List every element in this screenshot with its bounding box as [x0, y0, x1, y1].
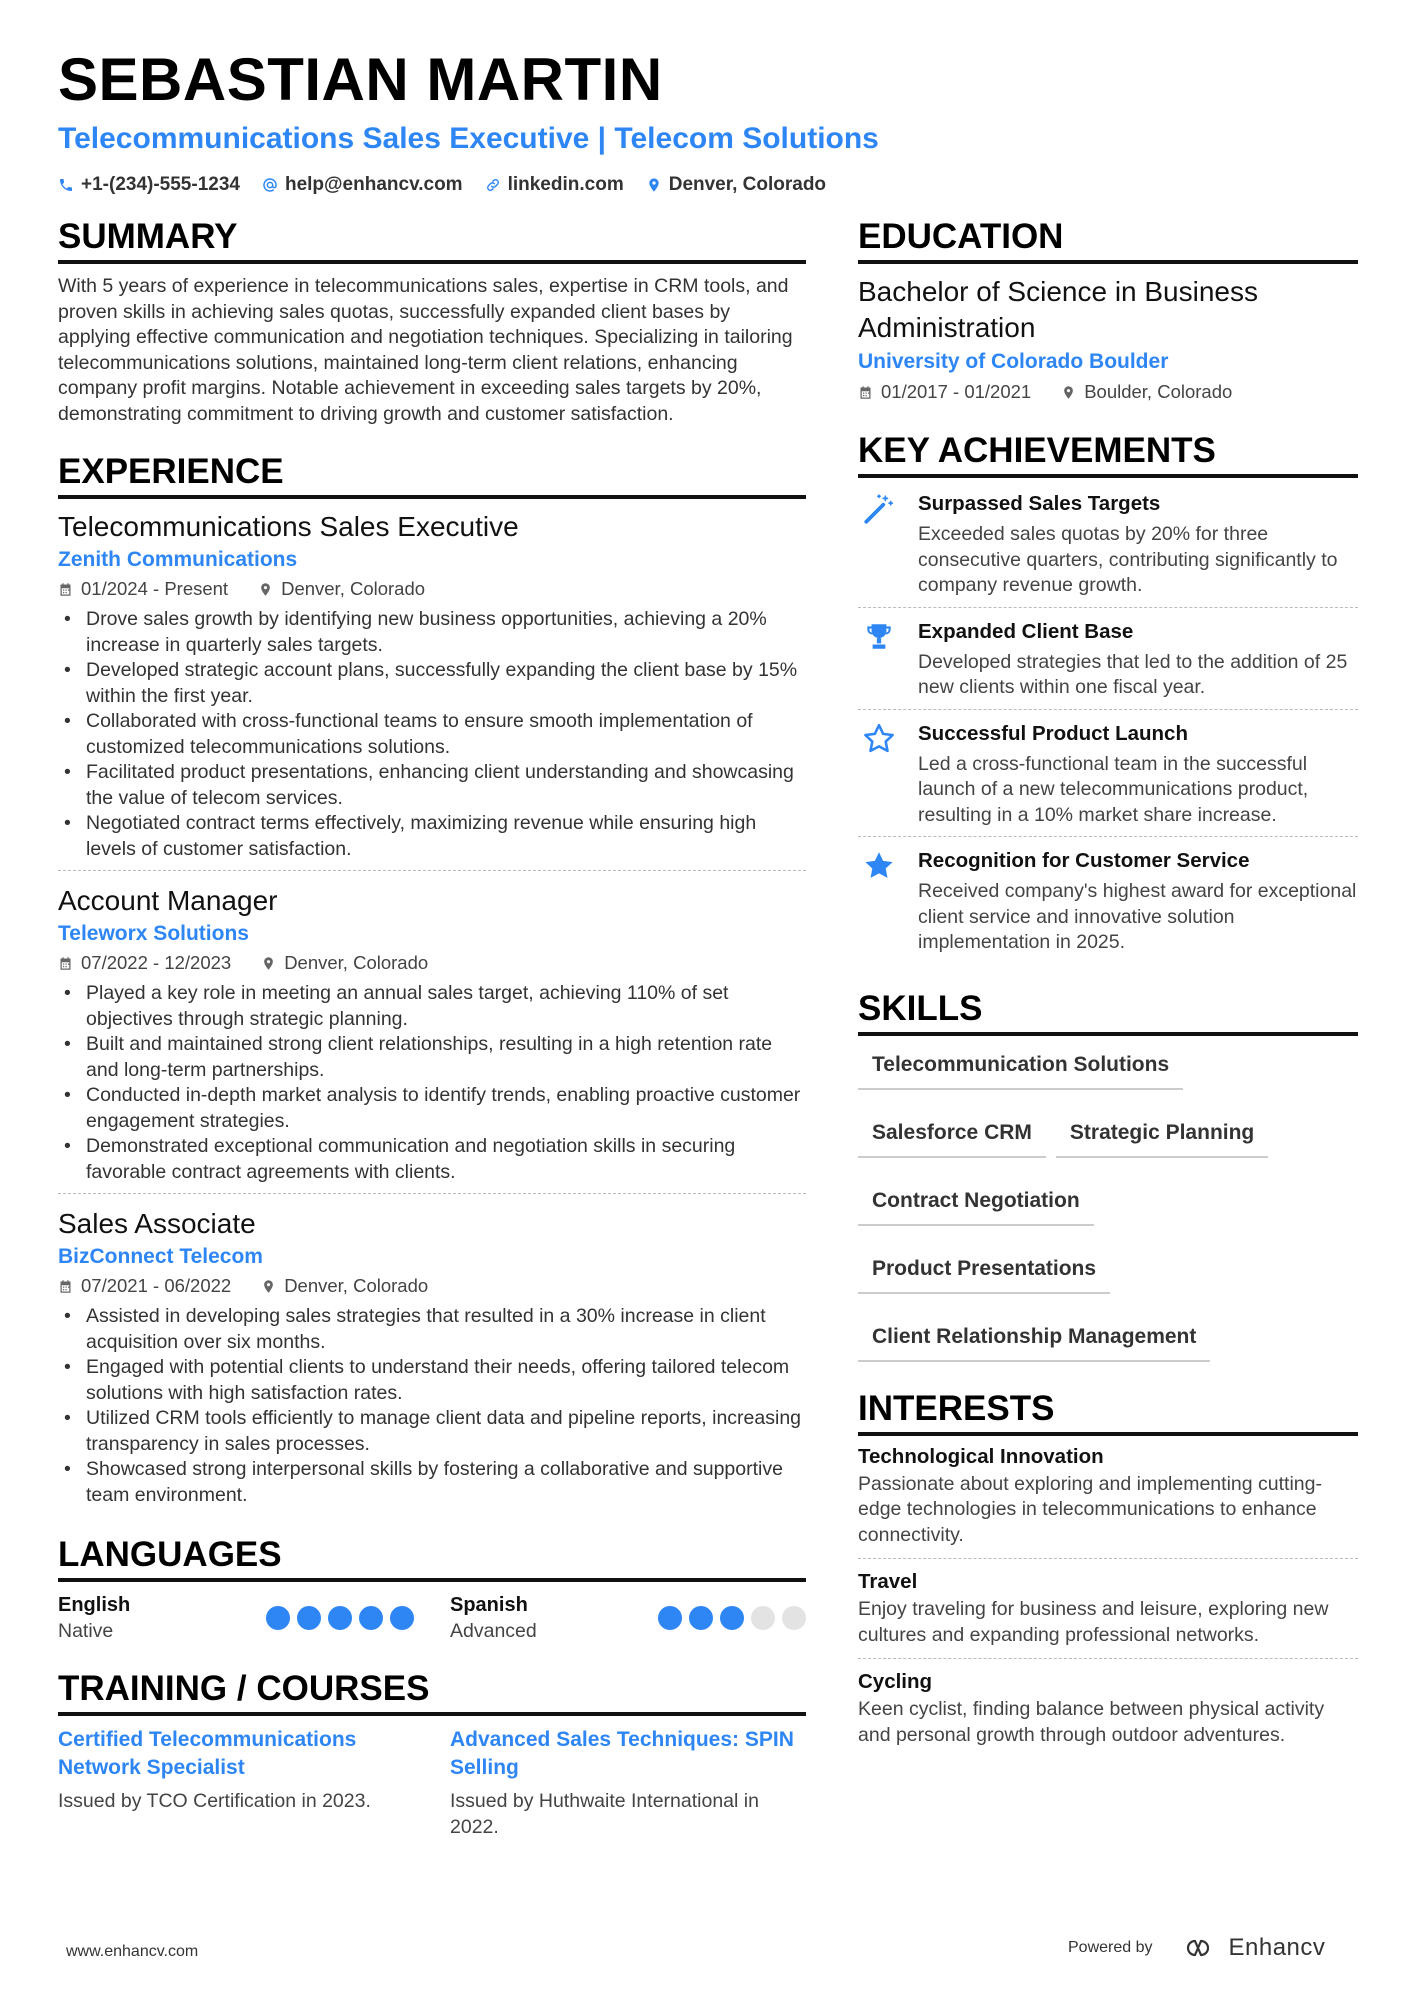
- achievement-description: Developed strategies that led to the addition of 25 new clients within one fiscal year.: [918, 650, 1348, 698]
- rating-dot: [266, 1606, 290, 1630]
- job-bullet: • Drove sales growth by identifying new business opportunities, achieving a 20% increase in quarterly sales targets.: [58, 607, 806, 658]
- job-location: Denver, Colorado: [284, 952, 429, 973]
- language-rating: [658, 1606, 806, 1630]
- job-bullet: • Engaged with potential clients to understand their needs, offering tailored telecom solutions with high satisfaction rates.: [58, 1355, 806, 1406]
- job-bullets: [58, 607, 806, 862]
- map-pin-icon: [646, 177, 662, 193]
- achievement-title: Surpassed Sales Targets: [918, 492, 1161, 515]
- skills-list: [858, 1040, 1358, 1380]
- rating-dot: [390, 1606, 414, 1630]
- rating-dot: [658, 1606, 682, 1630]
- candidate-name: SEBASTIAN MARTIN: [58, 46, 663, 113]
- link-icon: [485, 177, 501, 193]
- left-column: [58, 216, 806, 1864]
- interest-title: Cycling: [858, 1670, 933, 1693]
- skill-tag: Telecommunication Solutions: [858, 1040, 1183, 1090]
- job-bullet: • Facilitated product presentations, enhancing client understanding and showcasing the value of telecom services.: [58, 760, 806, 811]
- interest-item: [858, 1438, 1358, 1560]
- course-item: [58, 1726, 414, 1840]
- email-text: help@enhancv.com: [284, 174, 463, 195]
- enhancv-logo-icon: [1175, 1935, 1221, 1961]
- achievement-description: Led a cross-functional team in the successful launch of a new telecommunications product, resulting in a 10% market share increase.: [918, 752, 1309, 826]
- interests-section: [858, 1388, 1358, 1759]
- course-title: Advanced Sales Techniques: SPIN Selling: [450, 1728, 794, 1779]
- summary-text: With 5 years of experience in telecommunications sales, expertise in CRM tools, and proven skills in achieving sales quotas, successfully expanded client bases by applying effective communication and negotiation techniques. Specializing in tailoring telecommunications solutions, maintained long-term client relations, enhancing company profit margins. Notable achievement in exceeding sales targets by 20%, demonstrating commitment to driving growth and customer satisfaction.: [58, 275, 793, 425]
- achievement-description: Exceeded sales quotas by 20% for three consecutive quarters, contributing significantly to company revenue growth.: [918, 523, 1338, 596]
- interest-title: Travel: [858, 1570, 918, 1593]
- company-name: BizConnect Telecom: [58, 1245, 263, 1268]
- job-title: Sales Associate: [58, 1208, 256, 1239]
- interest-description: Keen cyclist, finding balance between physical activity and personal growth through outdoor adventures.: [858, 1698, 1325, 1746]
- map-pin-icon: [1061, 385, 1076, 400]
- interest-description: Passionate about exploring and implementing cutting-edge technologies in telecommunications to enhance connectivity.: [858, 1472, 1322, 1546]
- summary-section: [58, 216, 806, 427]
- interest-title: Technological Innovation: [858, 1444, 1104, 1468]
- languages-section: [58, 1534, 806, 1644]
- job-dates: 07/2022 - 12/2023: [81, 952, 232, 973]
- language-rating: [266, 1606, 414, 1630]
- degree-title: Bachelor of Science in Business Administration: [858, 276, 1258, 343]
- magic-wand-icon: [862, 492, 896, 526]
- job-bullet: • Conducted in-depth market analysis to identify trends, enabling proactive customer engagement strategies.: [58, 1083, 806, 1134]
- school-name: University of Colorado Boulder: [858, 350, 1169, 373]
- footer-branding: [1068, 1934, 1325, 1962]
- achievement-item: [858, 480, 1358, 608]
- language-item: [58, 1592, 414, 1644]
- skill-tag: Product Presentations: [858, 1244, 1110, 1294]
- languages-list: [58, 1592, 806, 1644]
- powered-by-text: Powered by: [1068, 1939, 1153, 1956]
- job-meta: [58, 949, 806, 977]
- course-description: Issued by TCO Certification in 2023.: [58, 1790, 371, 1812]
- calendar-icon: [858, 385, 873, 400]
- rating-dot: [328, 1606, 352, 1630]
- star-filled-icon: [862, 849, 896, 883]
- achievement-description: Received company's highest award for exceptional client service and innovative solution implementation in 2025.: [918, 880, 1357, 953]
- achievement-title: Expanded Client Base: [918, 619, 1134, 643]
- course-description: Issued by Huthwaite International in 2022.: [450, 1790, 759, 1838]
- education-location: Boulder, Colorado: [1084, 381, 1233, 402]
- job-dates: 07/2021 - 06/2022: [81, 1275, 232, 1296]
- job-bullet: • Utilized CRM tools efficiently to manage client data and pipeline reports, increasing transparency in sales processes.: [58, 1406, 806, 1457]
- job-entry: [58, 883, 806, 1194]
- rating-dot: [689, 1606, 713, 1630]
- training-section: [58, 1668, 806, 1840]
- skill-tag: Contract Negotiation: [858, 1176, 1094, 1226]
- right-column: [858, 216, 1358, 1782]
- rating-dot: [751, 1606, 775, 1630]
- languages-heading: LANGUAGES: [58, 1534, 806, 1582]
- phone-text: +1-(234)-555-1234: [81, 174, 240, 195]
- resume-header: [58, 44, 1358, 196]
- job-dates: 01/2024 - Present: [81, 578, 229, 599]
- interest-item: [858, 1663, 1358, 1758]
- location-text: Denver, Colorado: [668, 174, 827, 195]
- skill-tag: Client Relationship Management: [858, 1312, 1210, 1362]
- contact-bar: [58, 174, 1358, 196]
- brand-name: Enhancv: [1228, 1934, 1326, 1961]
- achievement-item: [858, 608, 1358, 710]
- job-bullet: • Developed strategic account plans, successfully expanding the client base by 15% within the first year.: [58, 658, 806, 709]
- rating-dot: [297, 1606, 321, 1630]
- rating-dot: [782, 1606, 806, 1630]
- job-meta: [58, 575, 806, 603]
- skills-section: [858, 988, 1358, 1380]
- rating-dot: [720, 1606, 744, 1630]
- contact-phone[interactable]: [58, 174, 240, 196]
- job-bullet: • Played a key role in meeting an annual sales target, achieving 110% of set objectives through strategic planning.: [58, 981, 806, 1032]
- job-entry: [58, 509, 806, 871]
- candidate-subtitle: Telecommunications Sales Executive | Telecom Solutions: [58, 122, 879, 155]
- interest-item: [858, 1563, 1358, 1659]
- education-section: [858, 216, 1358, 406]
- rating-dot: [359, 1606, 383, 1630]
- language-item: [450, 1592, 806, 1644]
- job-meta: [58, 1272, 806, 1300]
- calendar-icon: [58, 582, 73, 597]
- achievement-item: [858, 837, 1358, 964]
- trophy-icon: [862, 620, 896, 654]
- achievement-title: Successful Product Launch: [918, 721, 1188, 745]
- job-bullet: • Assisted in developing sales strategies that resulted in a 30% increase in client acquisition over six months.: [58, 1304, 806, 1355]
- brand-logo[interactable]: [1175, 1934, 1326, 1962]
- job-bullets: [58, 981, 806, 1185]
- language-level: Advanced: [450, 1620, 537, 1642]
- language-name: Spanish: [450, 1594, 528, 1616]
- footer-website[interactable]: www.enhancv.com: [66, 1943, 199, 1960]
- job-entry: [58, 1206, 806, 1516]
- at-sign-icon: [262, 177, 278, 193]
- courses-list: [58, 1726, 806, 1840]
- phone-icon: [58, 177, 74, 193]
- map-pin-icon: [258, 582, 273, 597]
- interest-description: Enjoy traveling for business and leisure, exploring new cultures and expanding professional networks.: [858, 1598, 1329, 1646]
- skill-tag: Strategic Planning: [1056, 1108, 1268, 1158]
- job-bullet: • Demonstrated exceptional communication and negotiation skills in securing favorable contract agreements with clients.: [58, 1134, 806, 1185]
- achievements-section: [858, 430, 1358, 964]
- education-meta: [858, 378, 1358, 406]
- map-pin-icon: [261, 956, 276, 971]
- job-bullet: • Showcased strong interpersonal skills by fostering a collaborative and supportive team environment.: [58, 1457, 806, 1508]
- experience-section: [58, 451, 806, 1516]
- course-title: Certified Telecommunications Network Specialist: [58, 1728, 357, 1779]
- job-title: Telecommunications Sales Executive: [58, 511, 519, 542]
- education-dates: 01/2017 - 01/2021: [881, 381, 1032, 402]
- job-location: Denver, Colorado: [284, 1275, 429, 1296]
- achievements-heading: KEY ACHIEVEMENTS: [858, 430, 1358, 478]
- achievement-title: Recognition for Customer Service: [918, 849, 1250, 872]
- course-item: [450, 1726, 806, 1840]
- skill-tag: Salesforce CRM: [858, 1108, 1046, 1158]
- contact-email[interactable]: [262, 174, 463, 196]
- language-level: Native: [58, 1620, 114, 1642]
- language-name: English: [58, 1594, 131, 1616]
- job-bullets: [58, 1304, 806, 1508]
- summary-heading: SUMMARY: [58, 216, 806, 264]
- linkedin-text: linkedin.com: [507, 174, 624, 195]
- company-name: Teleworx Solutions: [58, 922, 249, 945]
- contact-linkedin[interactable]: [485, 174, 624, 196]
- calendar-icon: [58, 1279, 73, 1294]
- company-name: Zenith Communications: [58, 548, 298, 571]
- contact-location: [646, 174, 826, 196]
- job-title: Account Manager: [58, 885, 278, 916]
- interests-heading: INTERESTS: [858, 1388, 1358, 1436]
- job-location: Denver, Colorado: [281, 578, 426, 599]
- experience-heading: EXPERIENCE: [58, 451, 806, 499]
- achievement-item: [858, 710, 1358, 838]
- education-heading: EDUCATION: [858, 216, 1358, 264]
- star-outline-icon: [862, 722, 896, 756]
- skills-heading: SKILLS: [858, 988, 1358, 1036]
- job-bullet: • Negotiated contract terms effectively, maximizing revenue while ensuring high levels of customer satisfaction.: [58, 811, 806, 862]
- job-bullet: • Collaborated with cross-functional teams to ensure smooth implementation of customized telecommunications solutions.: [58, 709, 806, 760]
- job-bullet: • Built and maintained strong client relationships, resulting in a high retention rate and long-term partnerships.: [58, 1032, 806, 1083]
- map-pin-icon: [261, 1279, 276, 1294]
- training-heading: TRAINING / COURSES: [58, 1668, 806, 1716]
- calendar-icon: [58, 956, 73, 971]
